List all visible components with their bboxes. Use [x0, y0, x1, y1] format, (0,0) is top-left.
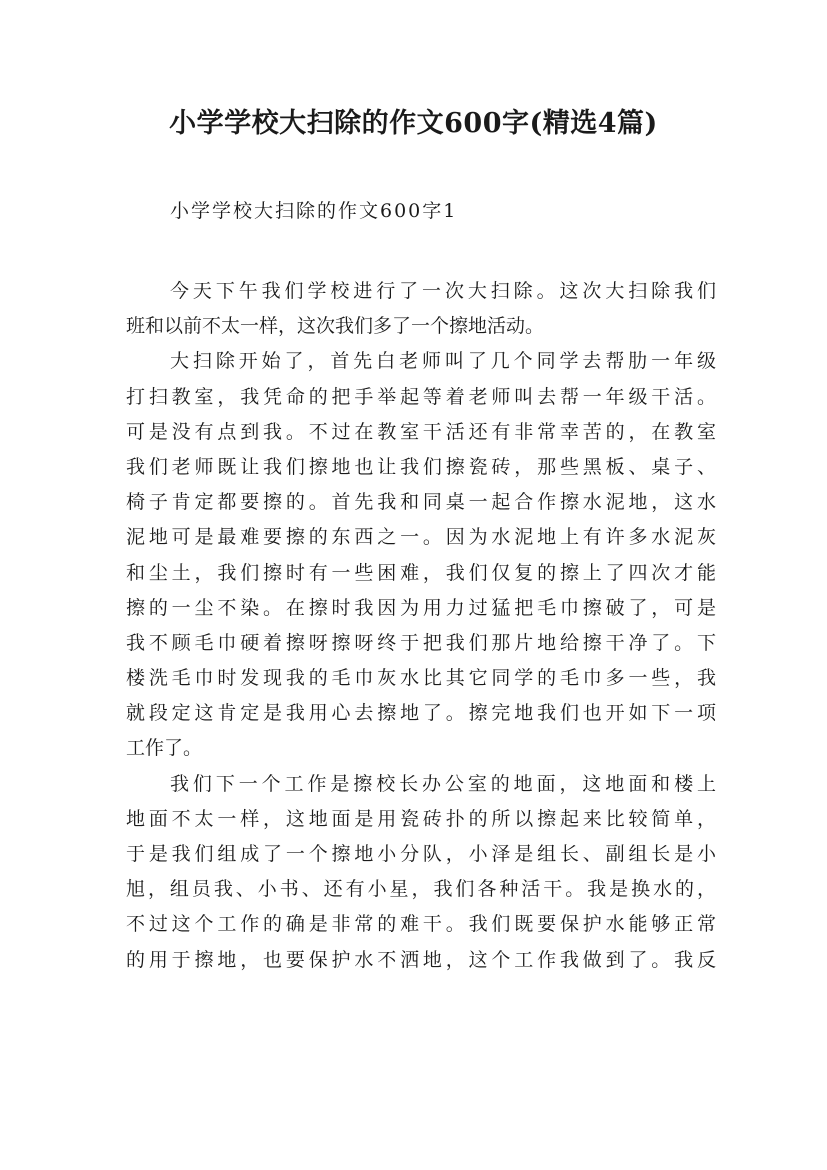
text-line: 楼洗毛巾时发现我的毛巾灰水比其它同学的毛巾多一些，我: [126, 667, 716, 690]
text-line: 打扫教室，我凭命的把手举起等着老师叫去帮一年级干活。: [126, 385, 716, 408]
text-line: 工作了。: [126, 737, 203, 760]
text-line: 我不顾毛巾硬着擦呀擦呀终于把我们那片地给擦干净了。下: [126, 631, 716, 654]
text-line: 和尘土，我们擦时有一些困难，我们仅复的擦上了四次才能: [126, 561, 716, 584]
text-line: 的用于擦地，也要保护水不洒地，这个工作我做到了。我反: [126, 948, 716, 971]
text-line: 于是我们组成了一个擦地小分队，小泽是组长、副组长是小: [126, 843, 716, 865]
text-line: 就段定这肯定是我用心去擦地了。擦完地我们也开如下一项: [126, 702, 716, 725]
text-line: 班和以前不太一样，这次我们多了一个擦地活动。: [126, 315, 545, 338]
essay-body: [126, 274, 716, 978]
text-line: 擦的一尘不染。在擦时我因为用力过猛把毛巾擦破了，可是: [126, 596, 716, 619]
section-heading: 小学学校大扫除的作文600字1: [170, 200, 458, 222]
document-title: 小学学校大扫除的作文600字(精选4篇): [169, 108, 658, 139]
text-line: 可是没有点到我。不过在教室干活还有非常幸苦的，在教室: [126, 420, 716, 443]
text-line: 今天下午我们学校进行了一次大扫除。这次大扫除我们: [170, 280, 716, 302]
text-line: 我们老师既让我们擦地也让我们擦瓷砖，那些黑板、桌子、: [126, 455, 716, 478]
text-line: 大扫除开始了，首先白老师叫了几个同学去帮肋一年级: [170, 350, 716, 373]
text-line: 旭，组员我、小书、还有小星，我们各种活干。我是换水的，: [126, 878, 716, 901]
text-line: 椅子肯定都要擦的。首先我和同桌一起合作擦水泥地，这水: [126, 491, 716, 514]
text-line: 不过这个工作的确是非常的难干。我们既要保护水能够正常: [126, 913, 716, 936]
text-line: 地面不太一样，这地面是用瓷砖扑的所以擦起来比较简单，: [126, 807, 716, 830]
text-line: 我们下一个工作是擦校长办公室的地面，这地面和楼上: [170, 772, 716, 795]
text-line: 泥地可是最难要擦的东西之一。因为水泥地上有许多水泥灰: [126, 526, 716, 549]
